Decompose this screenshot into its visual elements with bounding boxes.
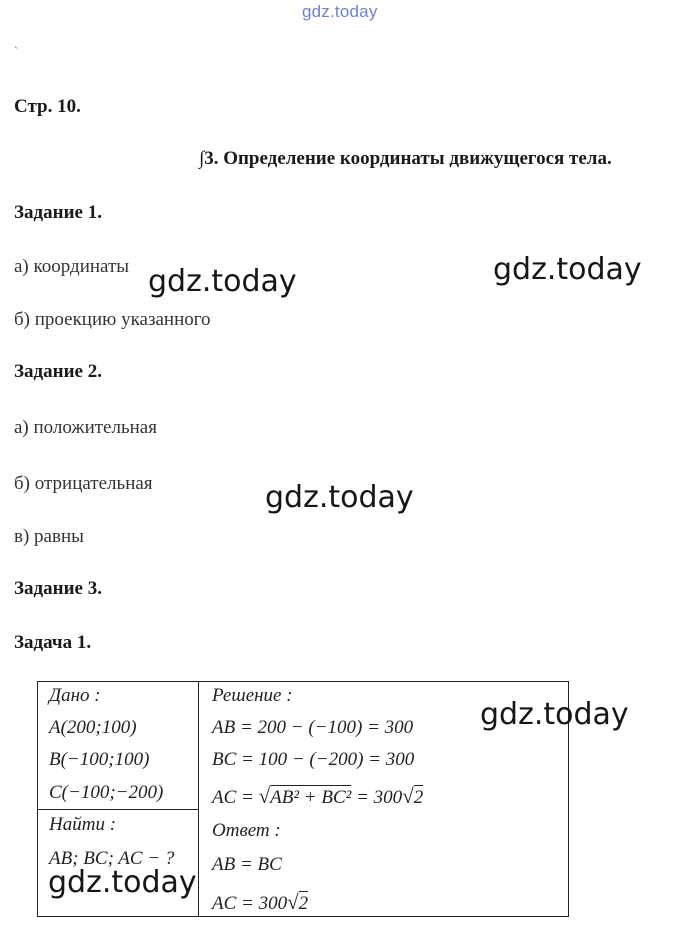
page-ref: Стр. 10. bbox=[14, 96, 81, 117]
task1-title: Задание 1. bbox=[14, 202, 102, 223]
section-title: ∫3. Определение координаты движущегося тела. bbox=[199, 148, 612, 169]
solution-ac-root2: 2 bbox=[413, 787, 424, 808]
find-label: Найти : bbox=[49, 814, 117, 835]
task2-answer-c: в) равны bbox=[14, 526, 84, 547]
given-point-a: A(200;100) bbox=[49, 717, 137, 738]
task1-answer-b: б) проекцию указанного bbox=[14, 309, 211, 330]
watermark-1: gdz.today bbox=[148, 264, 297, 299]
watermark-4: gdz.today bbox=[480, 697, 629, 732]
sqrt-sign: √AB² + BC² bbox=[258, 784, 352, 808]
sqrt-sign-2: √2 bbox=[402, 784, 424, 808]
task2-title: Задание 2. bbox=[14, 361, 102, 382]
answer-label: Ответ : bbox=[212, 820, 281, 841]
solution-bc: BC = 100 − (−200) = 300 bbox=[212, 749, 415, 770]
task3-title: Задание 3. bbox=[14, 578, 102, 599]
answer-2-root: 2 bbox=[298, 893, 309, 914]
find-expression: AB; BC; AC − ? bbox=[49, 848, 175, 869]
task1-answer-a: а) координаты bbox=[14, 256, 130, 277]
solution-ac-radicand: AB² + BC² bbox=[270, 787, 352, 808]
table-divider-horizontal bbox=[38, 809, 198, 810]
solution-ac bbox=[212, 784, 423, 809]
answer-2 bbox=[212, 890, 308, 915]
watermark-top: gdz.today bbox=[302, 2, 378, 21]
watermark-2: gdz.today bbox=[493, 252, 642, 287]
task2-answer-a: а) положительная bbox=[14, 417, 157, 438]
solution-ac-left: AC = bbox=[212, 787, 259, 808]
solution-ab: AB = 200 − (−100) = 300 bbox=[212, 717, 414, 738]
solution-label: Решение : bbox=[212, 685, 293, 706]
given-point-b: B(−100;100) bbox=[49, 749, 150, 770]
task2-answer-b: б) отрицательная bbox=[14, 473, 153, 494]
given-label: Дано : bbox=[49, 685, 101, 706]
problem1-title: Задача 1. bbox=[14, 632, 92, 653]
stray-mark: ˋ bbox=[14, 44, 18, 58]
given-point-c: C(−100;−200) bbox=[49, 782, 164, 803]
table-divider-vertical bbox=[198, 682, 199, 916]
watermark-3: gdz.today bbox=[265, 480, 414, 515]
answer-1: AB = BC bbox=[212, 854, 282, 875]
watermark-5: gdz.today bbox=[48, 865, 197, 900]
solution-ac-right: = 300 bbox=[351, 787, 403, 808]
sqrt-sign-3: √2 bbox=[287, 890, 309, 914]
answer-2-left: AC = 300 bbox=[212, 893, 288, 914]
